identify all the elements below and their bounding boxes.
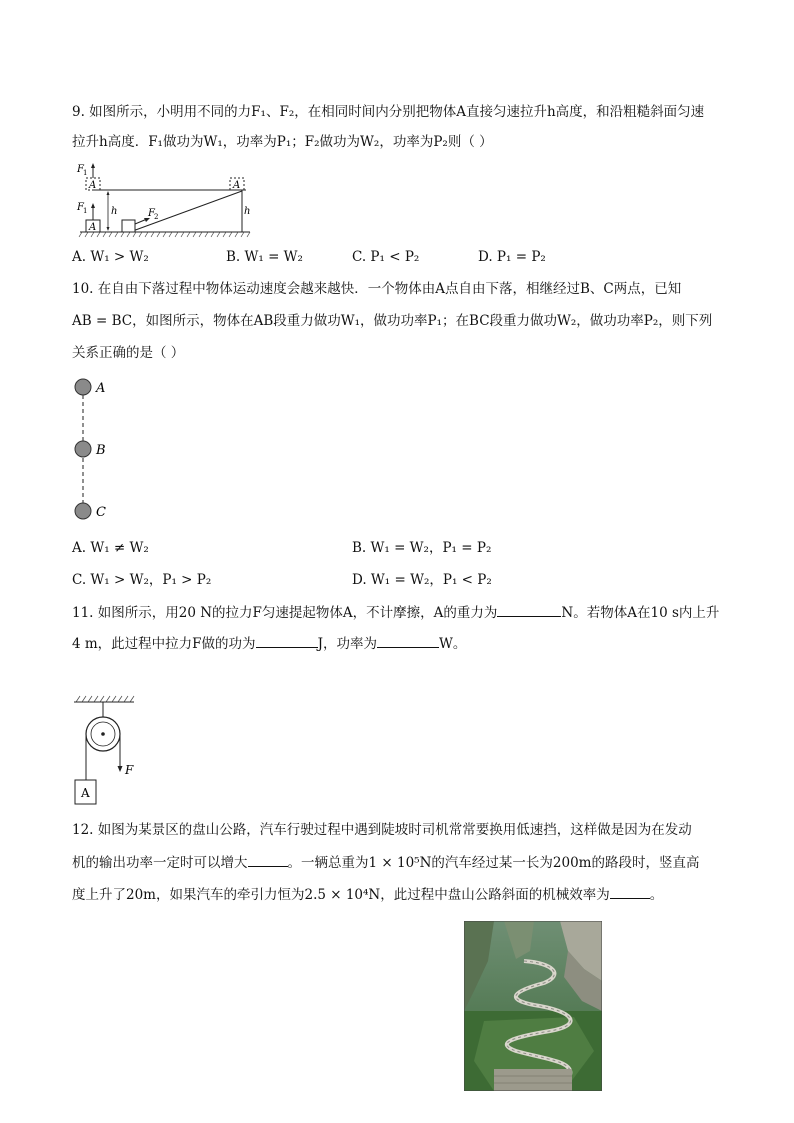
q11-line2-c: W。 xyxy=(438,636,467,652)
ceiling-hatch xyxy=(76,696,134,702)
q10-figure xyxy=(70,372,120,524)
q9-option-c: C. P₁ < P₂ xyxy=(352,249,420,265)
q12-blank-efficiency xyxy=(610,884,650,899)
f1-sub-bottom: 1 xyxy=(83,207,88,215)
q12-text-line3 xyxy=(72,884,663,905)
q10-option-a: A. W₁ ≠ W₂ xyxy=(72,540,149,556)
f1-sub-top: 1 xyxy=(83,169,88,177)
block-a-label: A xyxy=(81,786,90,800)
point-c-label: C xyxy=(96,505,106,520)
q9-figure xyxy=(72,158,252,240)
box-incline-bottom xyxy=(122,220,135,232)
q12-text-line2 xyxy=(72,852,699,873)
q11-blank-weight xyxy=(497,602,561,617)
q10-option-b: B. W₁ = W₂，P₁ = P₂ xyxy=(352,540,492,556)
q11-text-line2 xyxy=(72,633,466,654)
point-b-ball xyxy=(75,441,91,457)
q12-line3-b: 。 xyxy=(649,887,664,903)
q10-text-line1: 10. 在自由下落过程中物体运动速度会越来越快．一个物体由A点自由下落，相继经过B、C两点，已知 xyxy=(72,281,682,297)
q11-line2-b: J，功率为 xyxy=(317,636,377,652)
f2-sub: 2 xyxy=(154,213,159,221)
q9-option-a: A. W₁ > W₂ xyxy=(72,249,149,265)
ground-hatch xyxy=(79,232,250,237)
f1-label-top: F xyxy=(77,164,84,175)
q12-text-line1: 12. 如图为某景区的盘山公路，汽车行驶过程中遇到陡坡时司机常常要换用低速挡，这样做是因为在发动 xyxy=(72,822,692,838)
h-label-left: h xyxy=(111,206,118,217)
q11-pulley-figure xyxy=(70,692,150,810)
point-a-label: A xyxy=(96,381,106,396)
q11-line1-b: N。若物体A在10 s内上升 xyxy=(561,605,720,621)
q9-text-line1: 9. 如图所示，小明用不同的力F₁、F₂，在相同时间内分别把物体A直接匀速拉升h高度，和沿粗糙斜面匀速 xyxy=(72,104,705,120)
point-a-ball xyxy=(75,379,91,395)
box-a-bottom-label: A xyxy=(89,222,97,233)
point-c-ball xyxy=(75,503,91,519)
q12-blank-force xyxy=(248,852,288,867)
q10-option-c: C. W₁ > W₂，P₁ > P₂ xyxy=(72,572,212,588)
f2-label: F xyxy=(148,208,155,219)
q9-text-line2: 拉升h高度．F₁做功为W₁，功率为P₁；F₂做功为W₂，功率为P₂则（ ） xyxy=(72,134,493,150)
q10-option-d: D. W₁ = W₂，P₁ < P₂ xyxy=(352,572,492,588)
q10-text-line3: 关系正确的是（ ） xyxy=(72,345,185,361)
q11-line2-a: 4 m，此过程中拉力F做的功为 xyxy=(72,636,256,652)
f1-label-bottom: F xyxy=(77,202,84,213)
box-a-top-label: A xyxy=(89,180,97,191)
box-a-incline-label: A xyxy=(233,180,241,191)
q12-line3-a: 度上升了20m，如果汽车的牵引力恒为2.5 × 10⁴N，此过程中盘山公路斜面的机械效率为 xyxy=(72,887,610,903)
q9-option-d: D. P₁ = P₂ xyxy=(478,249,546,265)
q11-text-line1 xyxy=(72,602,719,623)
q10-text-line2: AB = BC，如图所示，物体在AB段重力做功W₁，做功功率P₁；在BC段重力做功W₂，做功功率P₂，则下列 xyxy=(72,313,713,329)
pulley-f-label: F xyxy=(125,763,134,777)
q12-line2-b: 。一辆总重为1 × 10⁵N的汽车经过某一长为200m的路段时，竖直高 xyxy=(287,855,700,871)
mountain-road-photo xyxy=(464,921,602,1091)
q11-blank-power xyxy=(377,633,439,648)
q9-option-b: B. W₁ = W₂ xyxy=(226,249,303,265)
point-b-label: B xyxy=(96,443,106,458)
q11-blank-work xyxy=(256,633,318,648)
q12-line2-a: 机的输出功率一定时可以增大 xyxy=(72,855,248,871)
h-label-right: h xyxy=(244,206,251,217)
q11-line1-a: 11. 如图所示，用20 N的拉力F匀速提起物体A，不计摩擦，A的重力为 xyxy=(72,605,498,621)
